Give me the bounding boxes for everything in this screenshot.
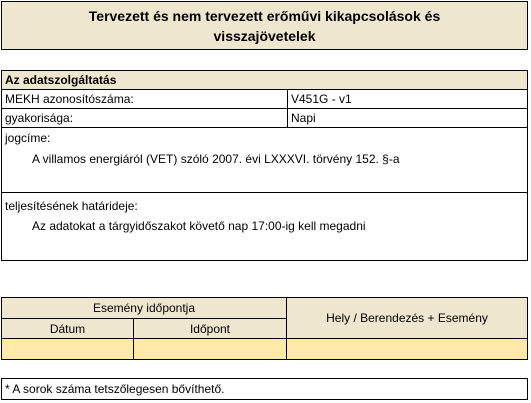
frequency-value: Napi	[287, 109, 527, 127]
frequency-row	[2, 109, 527, 128]
title-line-2: visszajövetelek	[213, 28, 316, 44]
data-provision-section	[1, 70, 528, 261]
footnote: * A sorok száma tetszőlegesen bővíthető.	[1, 378, 528, 400]
id-label: MEKH azonosítószáma:	[5, 92, 134, 106]
title-line-1: Tervezett és nem tervezett erőművi kikapcsolások és	[88, 8, 441, 24]
id-row	[2, 90, 527, 109]
legal-basis-label: jogcíme:	[5, 131, 51, 145]
time-column-header: Időpont	[134, 319, 287, 339]
deadline-label: teljesítésének határideje:	[5, 199, 138, 213]
frequency-label: gyakorisága:	[5, 111, 74, 125]
time-input-cell[interactable]	[134, 339, 287, 359]
date-column-header: Dátum	[2, 319, 134, 339]
date-input-cell[interactable]	[2, 339, 134, 359]
events-table	[1, 297, 528, 360]
page-title	[1, 1, 528, 50]
place-event-input-cell[interactable]	[287, 339, 527, 359]
section-header: Az adatszolgáltatás	[2, 71, 527, 90]
event-time-group-header: Esemény időpontja	[2, 298, 287, 319]
id-value: V451G - v1	[287, 90, 527, 108]
legal-basis-text: A villamos energiáról (VET) szóló 2007. évi LXXXVI. törvény 152. §-a	[32, 152, 400, 166]
section-divider	[2, 192, 527, 193]
deadline-text: Az adatokat a tárgyidőszakot követő nap 17:00-ig kell megadni	[32, 219, 366, 233]
place-event-column-header: Hely / Berendezés + Esemény	[287, 298, 527, 339]
